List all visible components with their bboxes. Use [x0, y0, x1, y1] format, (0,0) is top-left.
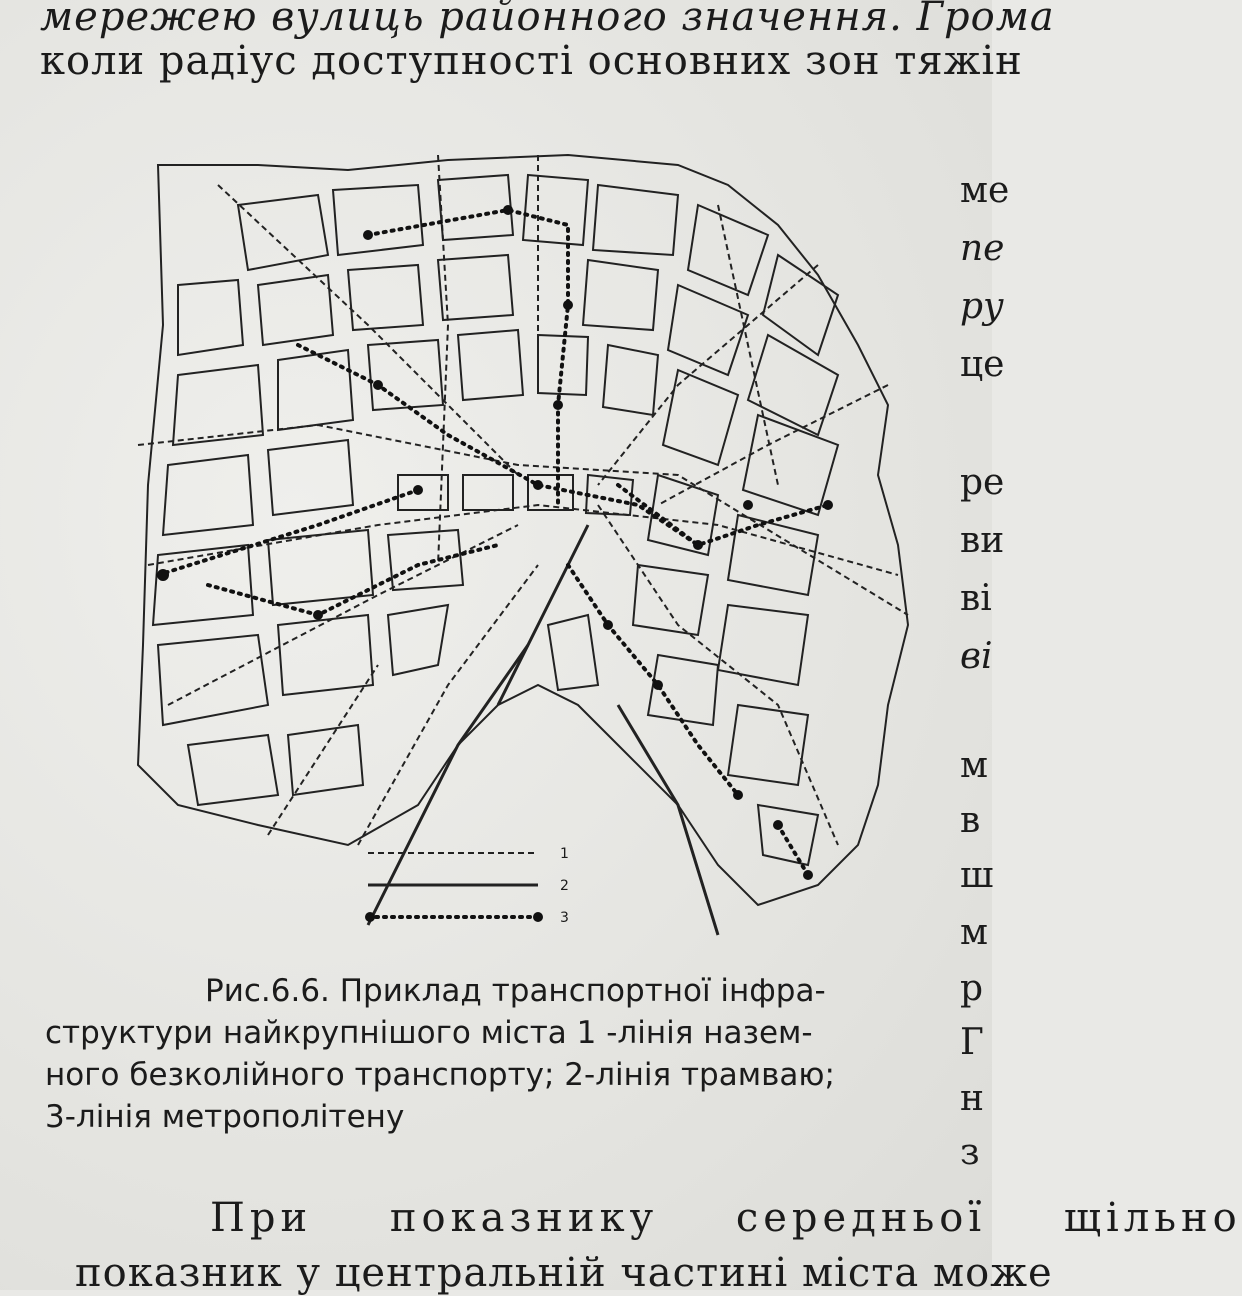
right-column-fragment: ві [960, 578, 992, 619]
map-outline [138, 155, 908, 905]
legend-label-2: 2 [560, 878, 569, 894]
caption-line-4: 3-лінія метрополітену [45, 1099, 405, 1135]
right-column-fragment: ві [960, 636, 993, 677]
right-column-fragment: м [960, 912, 989, 953]
caption-line-2: структури найкрупнішого міста 1 -лінія назем- [45, 1015, 813, 1051]
caption-line-3: ного безколійного транспорту; 2-лінія трамваю; [45, 1057, 835, 1093]
right-column-fragment: ре [960, 462, 1005, 503]
right-column-fragment: з [960, 1132, 980, 1173]
caption-line-1: Рис.6.6. Приклад транспортної інфра- [205, 973, 826, 1009]
body-text-line-3: При показнику середньої щільно [210, 1195, 1242, 1241]
city-transport-map [118, 145, 918, 945]
right-column-fragment: пе [960, 228, 1005, 269]
right-column-fragment: ме [960, 170, 1010, 211]
right-column-fragment: ви [960, 520, 1005, 561]
right-column-fragment: це [960, 344, 1005, 385]
body-text-line-4: показник у центральній частині міста може [75, 1250, 1053, 1296]
bus-lines [138, 155, 908, 845]
body-text-line-1: мережею вулиць районного значення. Грома [40, 0, 1055, 40]
right-column-fragment: н [960, 1078, 984, 1119]
right-column-fragment: м [960, 745, 989, 786]
right-column-fragment: в [960, 800, 981, 841]
figure-caption [45, 970, 925, 1138]
right-column-fragment: ш [960, 855, 994, 896]
map-legend [365, 846, 569, 926]
right-column-fragment: Г [960, 1022, 984, 1063]
tram-lines [368, 525, 718, 935]
right-column-fragment: р [960, 968, 984, 1009]
legend-label-1: 1 [560, 846, 569, 862]
right-column-fragment: ру [960, 286, 1004, 327]
street-blocks [153, 175, 838, 865]
body-text-line-2: коли радіус доступності основних зон тяжін [40, 38, 1023, 84]
legend-label-3: 3 [560, 910, 569, 926]
